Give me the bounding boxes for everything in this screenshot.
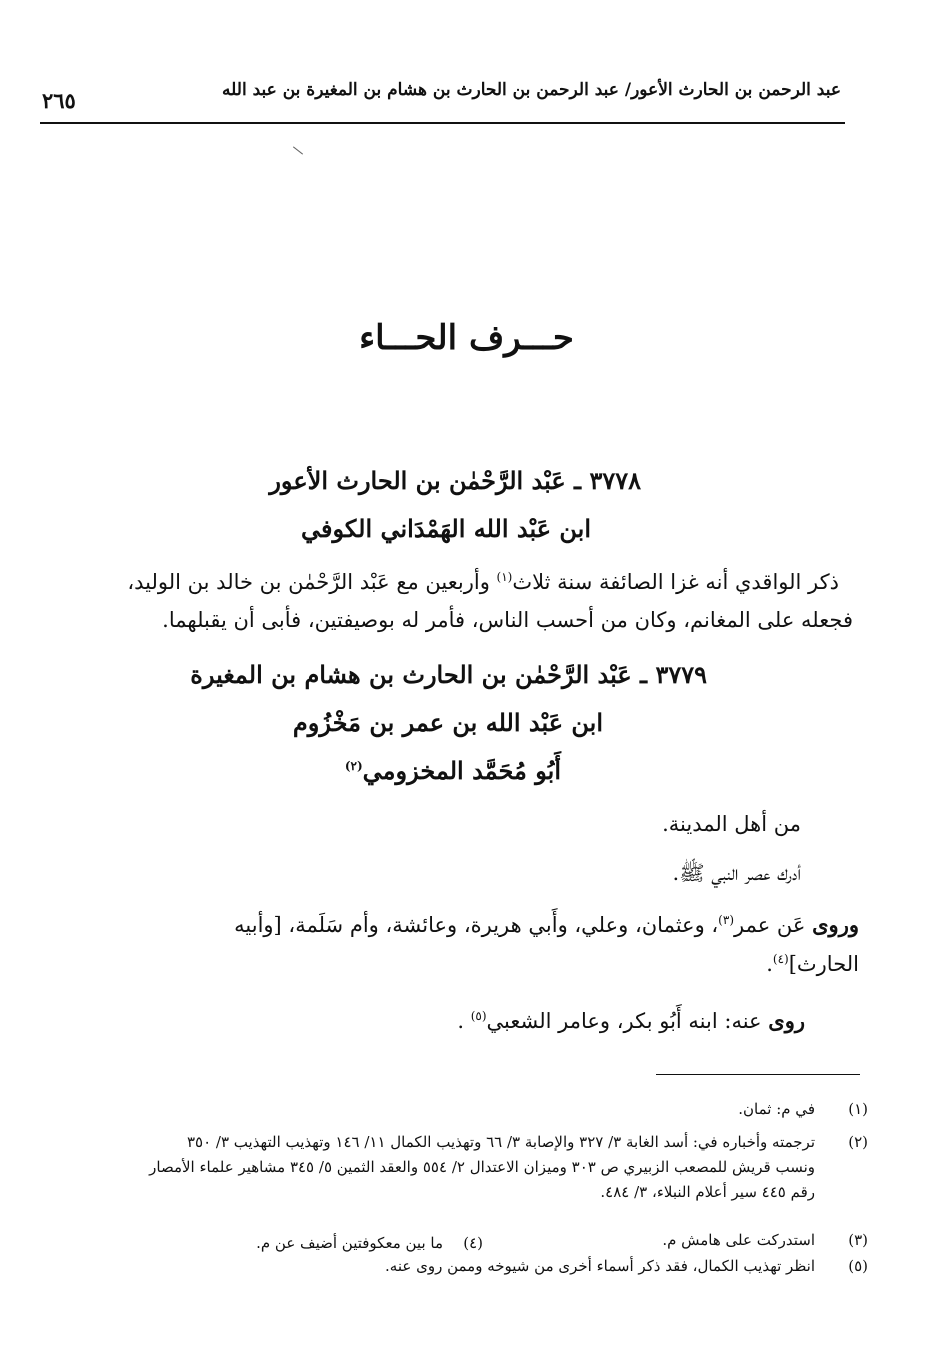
- entry-3778-body-line-1: [127, 570, 839, 594]
- entry-3778-text-a: ذكر الواقدي أنه غزا الصائفة سنة ثلاث: [512, 570, 839, 594]
- footnote-number: (١): [848, 1100, 868, 1118]
- narrated-from-label: وروى: [812, 912, 859, 937]
- footnote-number: (٢): [848, 1133, 868, 1151]
- entry-3779-heading-line-1: ٣٧٧٩ ـ عَبْد الرَّحْمٰن بن الحارث بن هشام بن المغيرة: [190, 660, 707, 689]
- narrated-by-label: روى: [768, 1008, 805, 1033]
- footnote-number: (٥): [848, 1257, 868, 1275]
- entry-3778-heading-line-1: ٣٧٧٨ ـ عَبْد الرَّحْمٰن بن الحارث الأعور: [269, 466, 641, 495]
- page-number: ٢٦٥: [42, 88, 76, 113]
- entry-3779-narrated-from-line-1: وروى عَن عمر$^{(٣)}$، وعثمان، وعلي، وأَبي هريرة، وعائشة، وأم سَلَمة، [وأبيه: [234, 912, 859, 937]
- entry-3779-heading-line-3: [345, 756, 561, 785]
- footnote-ref-2: (٢): [344, 759, 363, 773]
- footnote-text-line: ترجمته وأخباره في: أسد الغابة ٣/ ٣٢٧ والإصابة ٣/ ٦٦ وتهذيب الكمال ١١/ ١٤٦ وتهذيب التهذيب ٣/ ٣٥٠: [186, 1133, 815, 1151]
- footnote-rule: [656, 1074, 860, 1075]
- footnote-ref-3: (٣): [718, 913, 734, 927]
- entry-3778-text-b: وأربعين مع عَبْد الرَّحْمٰن بن خالد بن الوليد،: [127, 570, 497, 594]
- footnote-number: (٣): [848, 1231, 868, 1249]
- footnote-text: انظر تهذيب الكمال، فقد ذكر أسماء أخرى من شيوخه وممن روى عنه.: [385, 1257, 815, 1275]
- entry-3779-origin: من أهل المدينة.: [662, 812, 801, 836]
- running-head: عبد الرحمن بن الحارث الأعور/ عبد الرحمن بن الحارث بن هشام بن المغيرة بن عبد الله: [222, 80, 841, 100]
- entry-3779-kunya: أَبُو مُحَمَّد المخزومي: [362, 756, 561, 785]
- footnote-text: ما بين معكوفتين أضيف عن م.: [256, 1234, 443, 1252]
- entry-3778-body-line-2: فجعله على المغانم، وكان من أحسب الناس، فأمر له بوصيفتين، فأبى أن يقبلهما.: [162, 608, 853, 632]
- entry-3778-heading-line-2: ابن عَبْد الله الهَمْدَاني الكوفي: [301, 514, 591, 543]
- footnote-text: في م: ثمان.: [738, 1100, 815, 1118]
- entry-3779-era: أدرك عصر النبي ﷺ.: [672, 861, 801, 885]
- footnote-text-line: رقم ٤٤٥ سير أعلام النبلاء، ٣/ ٤٨٤.: [600, 1183, 815, 1201]
- entry-3779-heading-line-2: ابن عَبْد الله بن عمر بن مَخْزُوم: [292, 708, 603, 737]
- footnote-ref-1: (١): [496, 570, 513, 584]
- entry-3779-narrated-by: روى عنه: ابنه أَبُو بكر، وعامر الشعبي$^{(٥)}$ .: [457, 1008, 805, 1033]
- footnote-ref-4: (٤): [772, 952, 789, 966]
- scan-mark: [293, 146, 303, 154]
- footnote-ref-5: (٥): [470, 1009, 487, 1023]
- footnote-text-line: ونسب قريش للمصعب الزبيري ص ٣٠٣ وميزان الاعتدال ٢/ ٥٥٤ والعقد الثمين ٥/ ٣٤٥ مشاهير علماء الأمصار: [149, 1158, 815, 1176]
- header-rule: [40, 122, 845, 124]
- footnote-number: (٤): [463, 1234, 483, 1252]
- entry-3779-narrated-from-line-2: الحارث]$^{(٤)}$.: [766, 952, 859, 976]
- section-title: حـــرف الحـــاء: [359, 318, 574, 358]
- footnote-text: استدركت على هامش م.: [662, 1231, 815, 1249]
